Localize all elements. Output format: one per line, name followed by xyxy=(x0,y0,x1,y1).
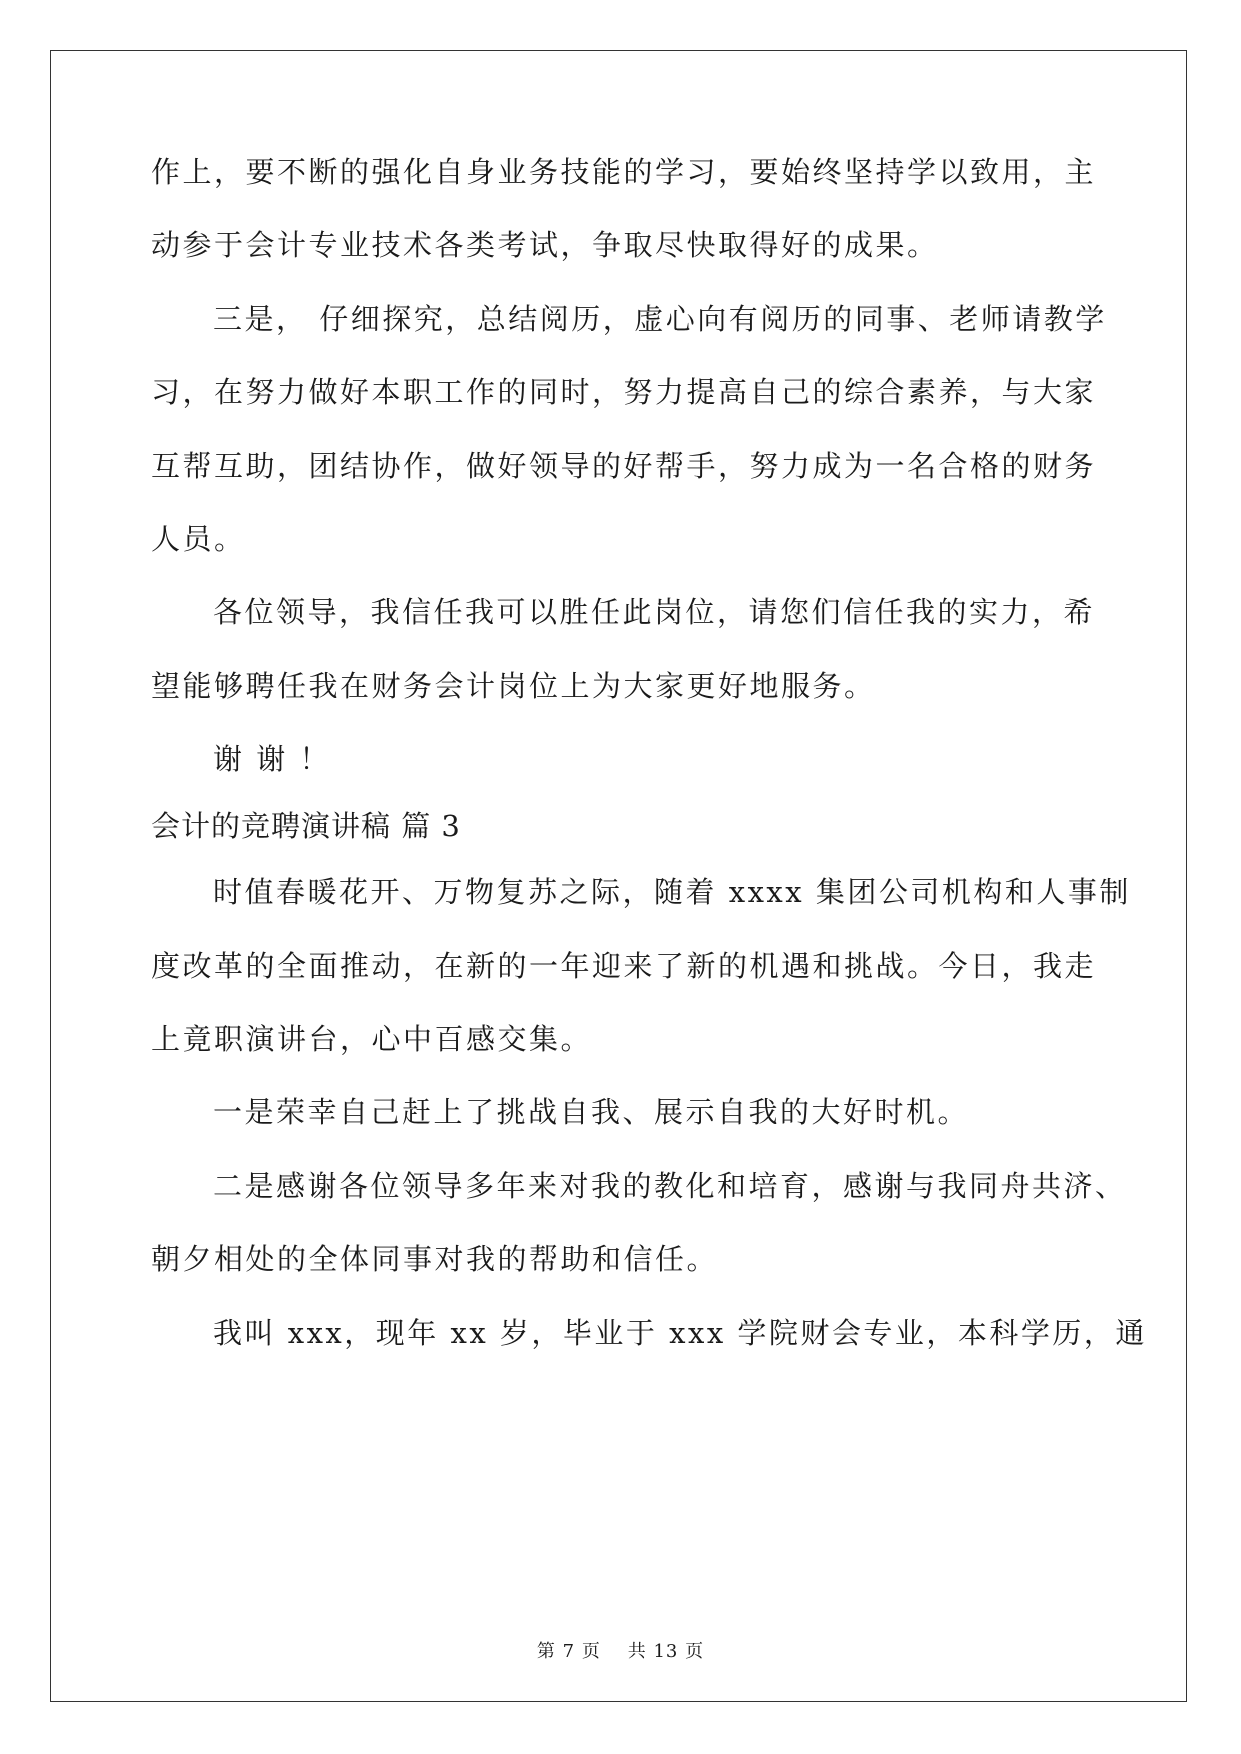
body-line: 望能够聘任我在财务会计岗位上为大家更好地服务。 xyxy=(151,669,876,703)
body-line: 作上，要不断的强化自身业务技能的学习，要始终坚持学以致用，主 xyxy=(151,155,1097,189)
body-line: 时值春暖花开、万物复苏之际，随着 xxxx 集团公司机构和人事制 xyxy=(213,875,1131,909)
body-line: 度改革的全面推动，在新的一年迎来了新的机遇和挑战。今日，我走 xyxy=(151,949,1097,983)
body-line: 谢 谢 ！ xyxy=(213,742,331,776)
page-number: 第 7 页 xyxy=(536,1641,601,1662)
page-footer xyxy=(0,1640,1241,1664)
body-line: 我叫 xxx，现年 xx 岁，毕业于 xxx 学院财会专业，本科学历，通 xyxy=(213,1316,1147,1350)
body-line: 二是感谢各位领导多年来对我的教化和培育，感谢与我同舟共济、 xyxy=(213,1169,1127,1203)
body-line: 人员。 xyxy=(151,522,246,556)
body-line: 各位领导，我信任我可以胜任此岗位，请您们信任我的实力，希 xyxy=(213,595,1096,629)
body-line: 朝夕相处的全体同事对我的帮助和信任。 xyxy=(151,1242,719,1276)
body-line: 三是， 仔细探究，总结阅历，虚心向有阅历的同事、老师请教学 xyxy=(213,302,1107,336)
body-line: 动参于会计专业技术各类考试，争取尽快取得好的成果。 xyxy=(151,228,939,262)
body-line: 习，在努力做好本职工作的同时，努力提高自己的综合素养，与大家 xyxy=(151,375,1097,409)
body-line: 一是荣幸自己赶上了挑战自我、展示自我的大好时机。 xyxy=(213,1095,970,1129)
section-heading: 会计的竞聘演讲稿 篇 3 xyxy=(151,809,461,843)
body-line: 上竟职演讲台，心中百感交集。 xyxy=(151,1022,593,1056)
page-total: 共 13 页 xyxy=(627,1641,705,1662)
body-line: 互帮互助，团结协作，做好领导的好帮手，努力成为一名合格的财务 xyxy=(151,449,1097,483)
